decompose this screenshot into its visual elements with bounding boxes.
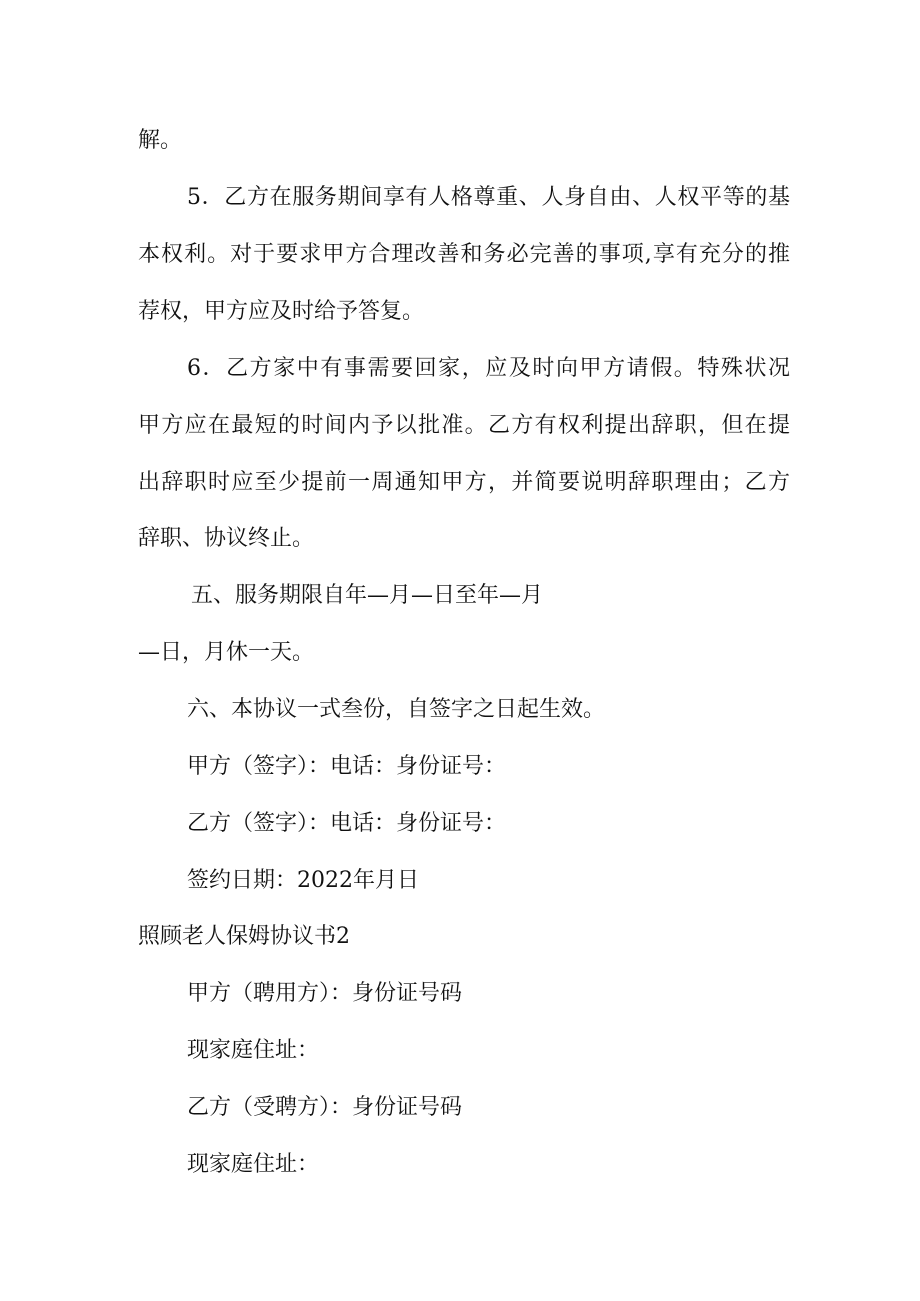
clause-6-line-2: 甲方应在最短的时间内予以批准。乙方有权利提出辞职，但在提 — [138, 413, 790, 438]
party-a-address-line: 现家庭住址： — [187, 1038, 320, 1063]
clause-5-line-3: 荐权，甲方应及时给予答复。 — [138, 299, 425, 324]
party-a-employer-line: 甲方（聘用方）：身份证号码 — [187, 981, 463, 1006]
section-6-line: 六、本协议一式叁份，自签字之日起生效。 — [187, 697, 606, 722]
clause-6-line-1: 6．乙方家中有事需要回家，应及时向甲方请假。特殊状况 — [187, 356, 790, 381]
agreement-title-2: 照顾老人保姆协议书2 — [138, 924, 350, 949]
clause-5-line-2: 本权利。对于要求甲方合理改善和务必完善的事项,享有充分的推 — [138, 242, 790, 267]
party-b-signature-line: 乙方（签字）：电话：身份证号： — [187, 811, 507, 836]
section-5-line-2: —日，月休一天。 — [138, 640, 315, 665]
clause-6-line-3: 出辞职时应至少提前一周通知甲方，并简要说明辞职理由；乙方 — [138, 470, 790, 495]
party-b-address-line: 现家庭住址： — [187, 1152, 320, 1177]
party-b-employee-line: 乙方（受聘方）：身份证号码 — [187, 1095, 463, 1120]
party-a-signature-line: 甲方（签字）：电话：身份证号： — [187, 754, 507, 779]
clause-5-line-1: 5．乙方在服务期间享有人格尊重、人身自由、人权平等的基 — [187, 185, 790, 210]
section-5-line-1: 五、服务期限自年—月—日至年—月 — [191, 583, 544, 608]
text-line-1: 解。 — [138, 128, 183, 153]
clause-6-line-4: 辞职、协议终止。 — [138, 526, 315, 551]
signing-date-line: 签约日期：2022年月日 — [187, 868, 419, 893]
